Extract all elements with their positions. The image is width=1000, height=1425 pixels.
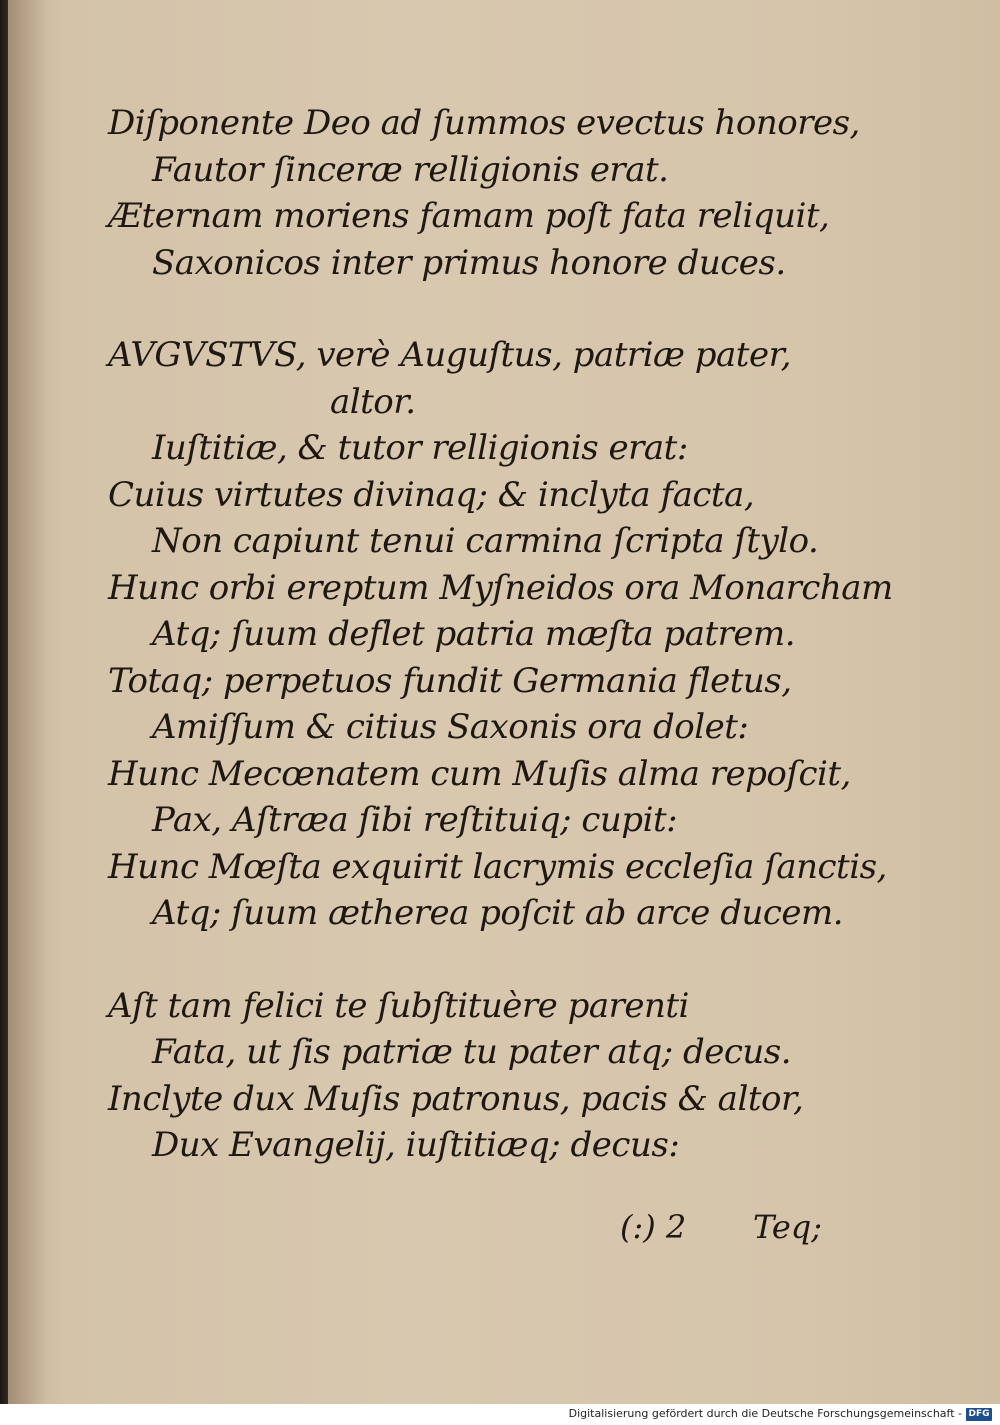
signature-mark: (:) 2 xyxy=(620,1208,687,1246)
verse-line: AVGVSTVS, verè Auguſtus, patriæ pater, xyxy=(108,335,791,375)
verse-line: Aſt tam felici te ſubſtituère parenti xyxy=(108,985,689,1026)
dfg-logo-icon: DFG xyxy=(966,1408,992,1421)
verse-line: Inclyte dux Muſis patronus, pacis & altor, xyxy=(108,1078,804,1119)
verse-line: Diſponente Deo ad ſummos evectus honores, xyxy=(108,103,860,143)
verse-line: Hunc Mœſta exquirit lacrymis eccleſia ſanctis, xyxy=(108,846,887,887)
verse-line: Hunc Mecœnatem cum Muſis alma repoſcit, xyxy=(108,753,851,794)
verse-line: Saxonicos inter primus honore duces. xyxy=(152,242,786,283)
verse-line: Hunc orbi ereptum Myſneidos ora Monarcham xyxy=(108,567,893,608)
stanza-gap xyxy=(108,286,968,332)
verse-line: Totaq; perpetuos fundit Germania fletus, xyxy=(108,660,792,701)
verse-line: Amiſſum & citius Saxonis ora dolet: xyxy=(152,707,749,747)
stanza-gap xyxy=(108,937,968,983)
verse-line: Fata, ut ſis patriæ tu pater atq; decus. xyxy=(152,1032,792,1072)
verse-line-continuation: altor. xyxy=(330,381,416,422)
verse-line: Pax, Aſtræa ſibi reſtituiq; cupit: xyxy=(152,800,678,840)
credit-text: Digitalisierung gefördert durch die Deutsche Forschungsgemeinschaft - xyxy=(568,1407,962,1420)
page-footer xyxy=(8,1208,1000,1258)
verse-line: Dux Evangelij, iuſtitiæq; decus: xyxy=(152,1125,680,1165)
verse-line: Atq; ſuum ætherea poſcit ab arce ducem. xyxy=(152,893,844,933)
verse-line: Atq; ſuum deflet patria mæſta patrem. xyxy=(152,614,796,654)
verse-line: Cuius virtutes divinaq; & inclyta facta, xyxy=(108,474,755,515)
verse-line: Fautor ſinceræ relligionis erat. xyxy=(152,149,669,190)
catchword: Teq; xyxy=(753,1208,823,1246)
verse-line: Non capiunt tenui carmina ſcripta ſtylo. xyxy=(152,521,819,561)
poem-text xyxy=(108,100,968,1169)
book-page xyxy=(8,0,1000,1404)
verse-line: Æternam moriens famam poſt fata reliquit, xyxy=(108,196,830,236)
verse-line: Iuſtitiæ, & tutor relligionis erat: xyxy=(152,428,688,468)
digitization-credit-bar xyxy=(0,1404,1000,1425)
